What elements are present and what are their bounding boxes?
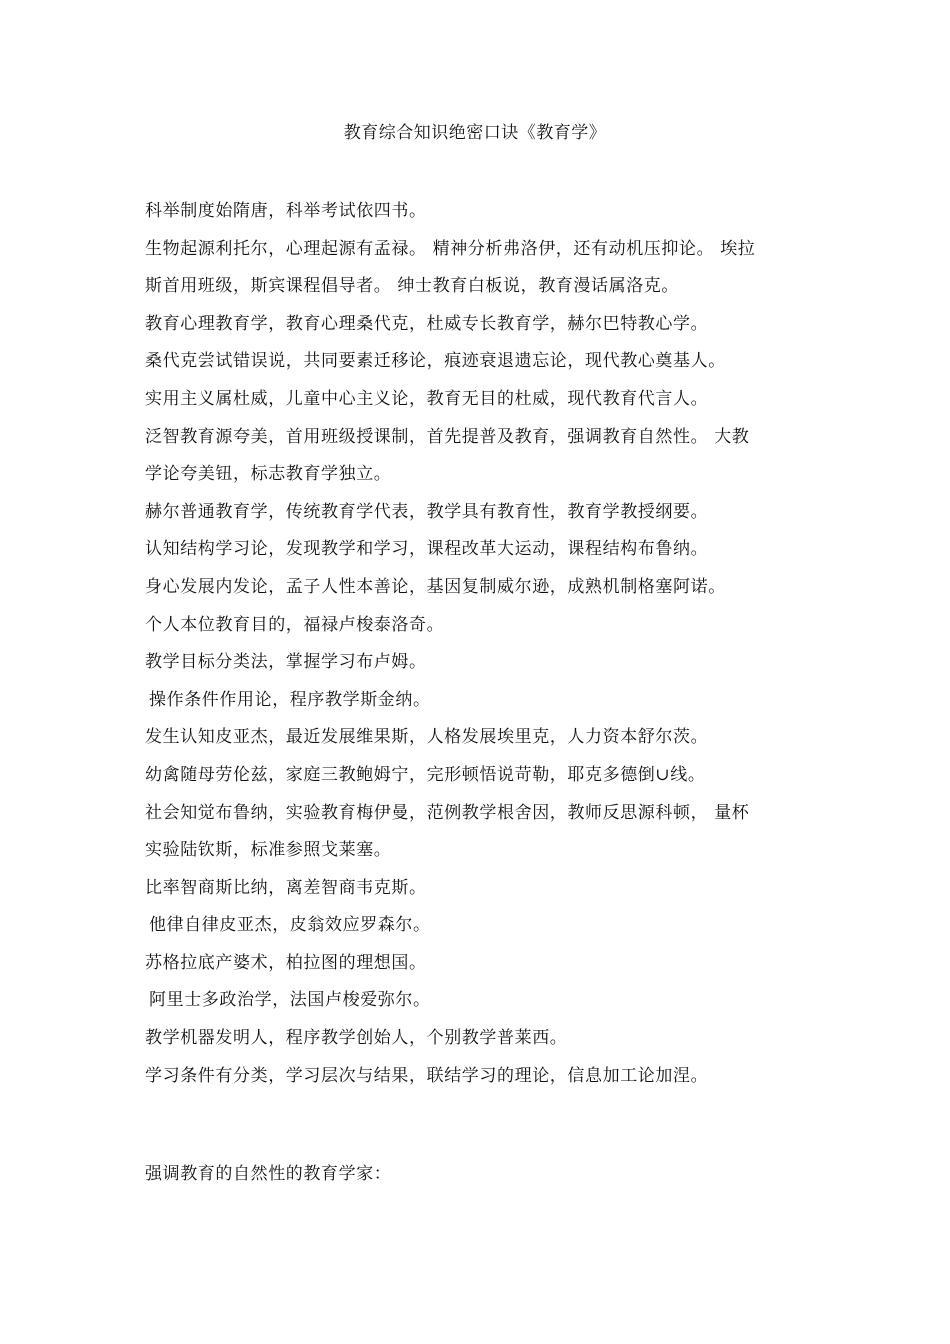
text-line: 学习条件有分类，学习层次与结果，联结学习的理论，信息加工论加涅。 <box>145 1065 709 1086</box>
text-line: 泛智教育源夸美，首用班级授课制，首先提普及教育，强调教育自然性。 大教 <box>145 426 750 447</box>
text-line: 生物起源利托尔，心理起源有孟禄。 精神分析弗洛伊，还有动机压抑论。 埃拉 <box>145 238 756 259</box>
text-line: 教育心理教育学，教育心理桑代克，杜威专长教育学，赫尔巴特教心学。 <box>145 313 709 334</box>
section-heading: 强调教育的自然性的教育学家： <box>145 1164 392 1184</box>
document-body <box>145 193 815 1095</box>
text-line: 阿里士多政治学，法国卢梭爱弥尔。 <box>149 990 431 1011</box>
text-line: 赫尔普通教育学，传统教育学代表，教学具有教育性，教育学教授纲要。 <box>145 501 709 522</box>
text-line: 他律自律皮亚杰，皮翁效应罗森尔。 <box>149 915 431 936</box>
document-title: 教育综合知识绝密口诀《教育学》 <box>343 123 607 143</box>
text-line: 幼禽随母劳伦兹，家庭三教鲍姆宁，完形顿悟说苛勒，耶克多德倒∪线。 <box>145 764 706 785</box>
text-line: 斯首用班级，斯宾课程倡导者。 绅士教育白板说，教育漫话属洛克。 <box>145 276 680 297</box>
text-line: 发生认知皮亚杰，最近发展维果斯，人格发展埃里克，人力资本舒尔茨。 <box>145 727 709 748</box>
text-line: 实验陆钦斯，标准参照戈莱塞。 <box>145 840 392 861</box>
text-line: 苏格拉底产婆术，柏拉图的理想国。 <box>145 952 427 973</box>
text-line: 认知结构学习论，发现教学和学习，课程改革大运动，课程结构布鲁纳。 <box>145 539 709 560</box>
text-line: 桑代克尝试错误说，共同要素迁移论，痕迹衰退遗忘论，现代教心奠基人。 <box>145 351 726 372</box>
text-line: 学论夸美钮，标志教育学独立。 <box>145 464 392 485</box>
text-line: 比率智商斯比纳，离差智商韦克斯。 <box>145 877 427 898</box>
text-line: 社会知觉布鲁纳，实验教育梅伊曼，范例教学根舍因，教师反思源科顿， 量杯 <box>145 802 750 823</box>
text-line: 身心发展内发论，孟子人性本善论，基因复制威尔逊，成熟机制格塞阿诺。 <box>145 576 726 597</box>
text-line: 操作条件作用论，程序教学斯金纳。 <box>149 689 431 710</box>
text-line: 个人本位教育目的，福禄卢梭泰洛奇。 <box>145 614 445 635</box>
text-line: 实用主义属杜威，儿童中心主义论，教育无目的杜威，现代教育代言人。 <box>145 388 709 409</box>
text-line: 教学机器发明人，程序教学创始人，个别教学普莱西。 <box>145 1028 568 1049</box>
text-line: 教学目标分类法，掌握学习布卢姆。 <box>145 652 427 673</box>
text-line: 科举制度始隋唐，科举考试依四书。 <box>145 201 427 221</box>
